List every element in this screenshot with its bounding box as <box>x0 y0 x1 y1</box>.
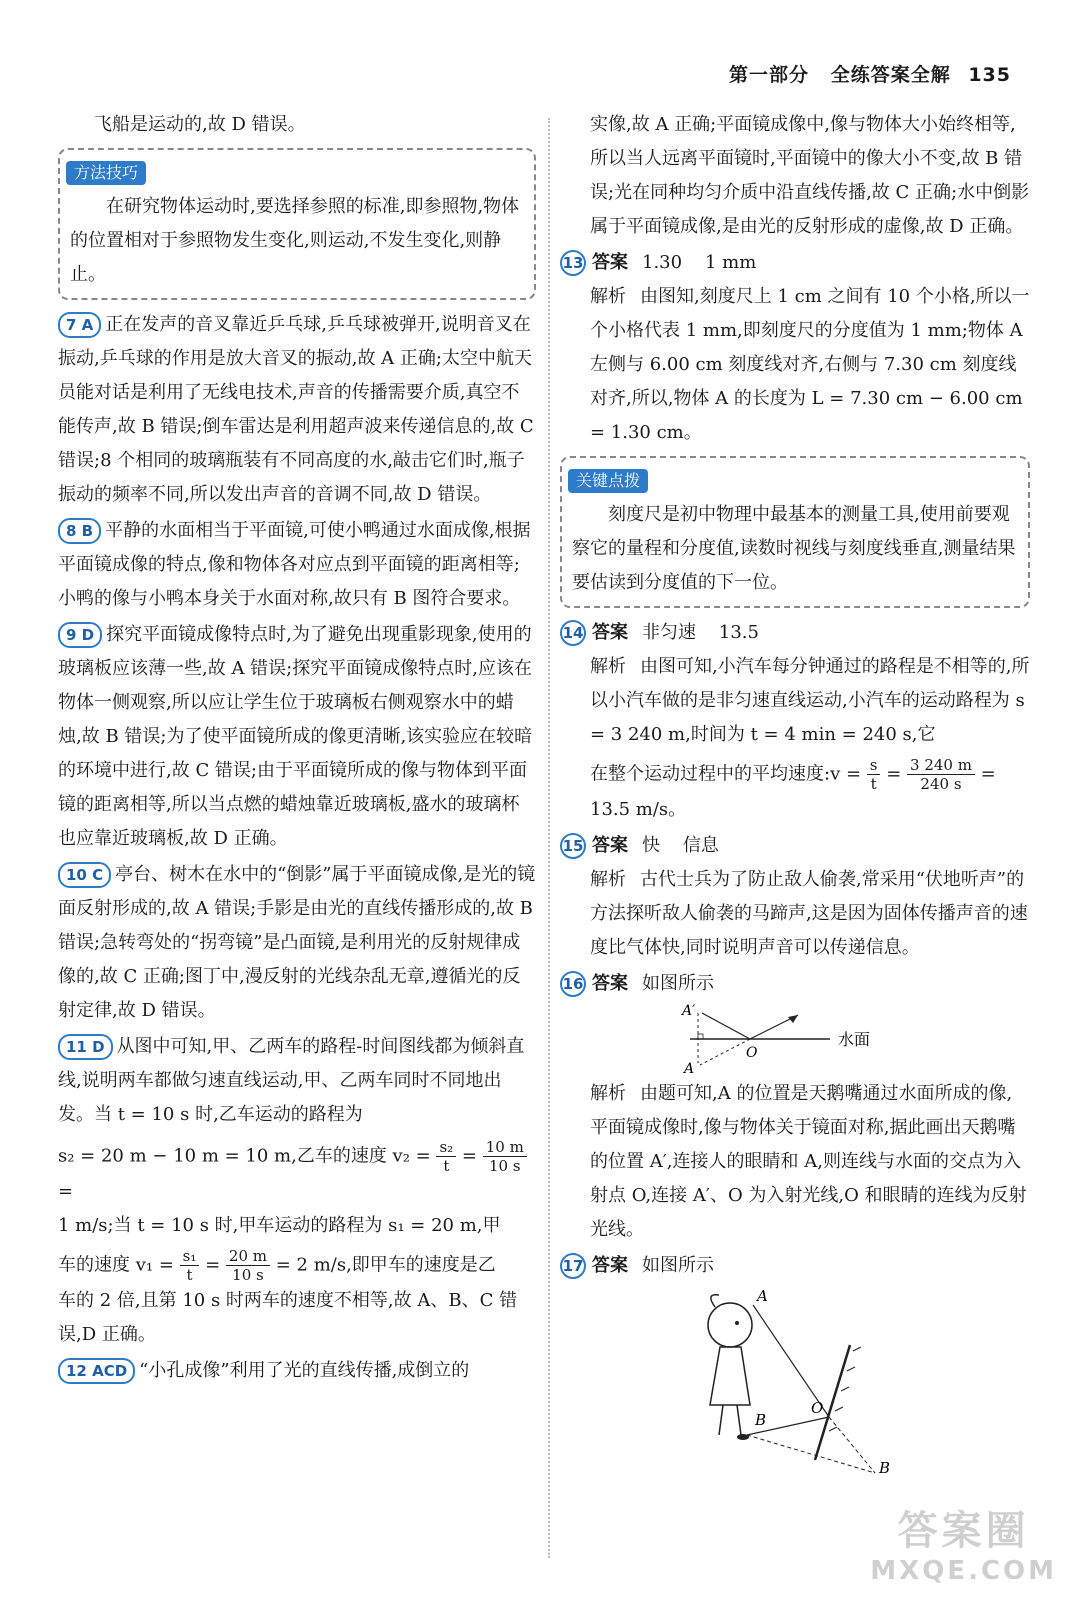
q16-answer: 如图所示 <box>642 973 714 994</box>
question-14: 14 答案 非匀速 13.5 解析 由图可知,小汽车每分钟通过的路程是不相等的,所以小汽车做的是非匀速直线运动,小汽车的运动路程为 s = 3 240 m,时间为 t = 4 min = 240 s,它 在整个运动过程中的平均速度:v = $\frac{s}{t}$ = $\frac{3 240 m}{240 s}$ = 13.5 m/s。 <box>560 616 1030 827</box>
q15-answer-label: 答案 <box>592 835 628 856</box>
label-a-prime: A′ <box>682 1003 696 1019</box>
section-label: 第一部分 <box>729 64 810 86</box>
water-reflection-figure <box>680 1003 910 1075</box>
fraction-s-over-t: $\frac{s}{t}$ <box>867 756 881 793</box>
fraction-20m-over-10s: $\frac{20 m}{10 s}$ <box>226 1247 270 1284</box>
q17-number: 17 <box>560 1253 586 1279</box>
question-13 <box>560 246 1030 450</box>
girl-dress-icon <box>710 1347 750 1405</box>
fraction-s1-over-t: $\frac{\text{s₁}}{t}$ <box>180 1247 200 1284</box>
q15-answer: 快 信息 <box>642 835 719 856</box>
q15-number: 15 <box>560 833 586 859</box>
q12-text: “小孔成像”利用了光的直线传播,成倒立的 <box>139 1360 470 1381</box>
label-o: O <box>811 1399 824 1417</box>
question-11: 11 D 从图中可知,甲、乙两车的路程-时间图线都为倾斜直线,说明两车都做匀速直线运动,甲、乙两车同时不同地出发。当 t = 10 s 时,乙车运动的路程为 s₂ = 20 m − 10 m = 10 m,乙车的速度 v₂ = $\frac{\text{s₂}}{t}$ = $\frac{10 m}{10 s}$ = 1 m/s;当 t = 10 s 时,甲车运动的路程为 s₁ = 20 m,甲 车的速度 v₁ = $\frac{\text{s₁}}{t}$ = $\frac{20 m}{10 s}$ = 2 m/s,即甲车的速度是乙 车的 2 倍,且第 10 s 时两车的速度不相等,故 A、B、C 错误,D 正确。 <box>58 1030 536 1352</box>
q8-tag: 8 B <box>58 518 101 544</box>
key-tip-text: 刻度尺是初中物理中最基本的测量工具,使用前要观察它的量程和分度值,读数时视线与刻度线垂直,测量结果要估读到分度值的下一位。 <box>572 504 1016 593</box>
book-title: 全练答案全解 <box>830 64 951 86</box>
q14-explain-2: 在整个运动过程中的平均速度:v = <box>590 763 862 785</box>
q16-explain: 由题可知,A 的位置是天鹅嘴通过水面所成的像,平面镜成像时,像与物体关于镜面对称,据此画出天鹅嘴的位置 A′,连接人的眼睛和 A,则连线与水面的交点为入射点 O,连接 A′、O 为入射光线,O 和眼睛的连线为反射光线。 <box>590 1083 1027 1240</box>
question-9 <box>58 618 536 856</box>
fraction-3240m-over-240s: $\frac{3 240 m}{240 s}$ <box>907 756 975 793</box>
q13-answer: 1.30 1 mm <box>642 252 757 273</box>
q11-text-5: 车的 2 倍,且第 10 s 时两车的速度不相等,故 A、B、C 错误,D 正确。 <box>58 1290 518 1345</box>
q10-text: 亭台、树木在水中的“倒影”属于平面镜成像,是光的镜面反射形成的,故 A 错误;手影是由光的直线传播形成的,故 B 错误;急转弯处的“拐弯镜”是凸面镜,是利用光的反射规律成像的,故 C 正确;图丁中,漫反射的光线杂乱无章,遵循光的反射定律,故 D 错误。 <box>58 864 536 1021</box>
question-10 <box>58 858 536 1028</box>
label-a: A <box>757 1287 768 1305</box>
label-b-image: B <box>879 1459 891 1475</box>
q14-number: 14 <box>560 620 586 646</box>
q11-text-4a: 车的速度 v₁ = <box>58 1254 174 1276</box>
fraction-s2-over-t: $\frac{\text{s₂}}{t}$ <box>436 1138 456 1175</box>
watermark: 答案圈 MXQE.COM <box>870 1508 1057 1586</box>
girl-head-icon <box>708 1303 752 1347</box>
key-tip-label: 关键点拨 <box>568 469 648 493</box>
q15-explain-label: 解析 <box>590 869 626 890</box>
label-o: O <box>746 1045 758 1061</box>
q17-answer-label: 答案 <box>592 1255 628 1276</box>
key-tip-box <box>560 456 1030 608</box>
q17-answer: 如图所示 <box>642 1255 714 1276</box>
label-a: A <box>684 1061 695 1075</box>
q12-tag: 12 ACD <box>58 1358 135 1384</box>
q16-number: 16 <box>560 971 586 997</box>
q9-text: 探究平面镜成像特点时,为了避免出现重影现象,使用的玻璃板应该薄一些,故 A 错误;探究平面镜成像特点时,应该在物体一侧观察,所以应让学生位于玻璃板右侧观察水中的蜡烛,故 B 错误;为了使平面镜所成的像更清晰,该实验应在较暗的环境中进行,故 C 错误;由于平面镜所成的像与物体到平面镜的距离相等,所以当点燃的蜡烛靠近玻璃板,盛水的玻璃杯也应靠近玻璃板,故 D 正确。 <box>58 624 533 849</box>
question-8 <box>58 514 536 616</box>
q16-explain-label: 解析 <box>590 1083 626 1104</box>
q7-text: 正在发声的音叉靠近乒乓球,乒乓球被弹开,说明音叉在振动,乒乓球的作用是放大音叉的振动,故 A 正确;太空中航天员能对话是利用了无线电技术,声音的传播需要介质,真空不能传声,故 B 错误;倒车雷达是利用超声波来传递信息的,故 C 错误;8 个相同的玻璃瓶装有不同高度的水,敲击它们时,瓶子振动的频率不同,所以发出声音的音调不同,故 D 错误。 <box>58 314 534 505</box>
question-15 <box>560 829 1030 965</box>
q13-explain-label: 解析 <box>590 286 626 307</box>
label-water-surface: 水面 <box>838 1030 871 1049</box>
question-12 <box>58 1354 536 1388</box>
q14-answer-label: 答案 <box>592 622 628 643</box>
q13-number: 13 <box>560 250 586 276</box>
method-tip-text: 在研究物体运动时,要选择参照的标准,即参照物,物体的位置相对于参照物发生变化,则运动,不发生变化,则静止。 <box>70 196 520 285</box>
q14-explain-label: 解析 <box>590 656 626 677</box>
q11-text-4b: = 2 m/s,即甲车的速度是乙 <box>275 1254 496 1276</box>
mirror-girl-figure <box>675 1285 915 1475</box>
q14-explain: 由图可知,小汽车每分钟通过的路程是不相等的,所以小汽车做的是非匀速直线运动,小汽车的运动路程为 s = 3 240 m,时间为 t = 4 min = 240 s,它 <box>590 656 1030 745</box>
q14-explain-3: 13.5 m/s。 <box>590 799 687 820</box>
q9-tag: 9 D <box>58 622 102 648</box>
page-number: 135 <box>968 64 1011 86</box>
left-column <box>58 108 536 1388</box>
fraction-10m-over-10s: $\frac{10 m}{10 s}$ <box>483 1138 527 1175</box>
right-column <box>560 108 1030 1477</box>
q11-text-1: 从图中可知,甲、乙两车的路程-时间图线都为倾斜直线,说明两车都做匀速直线运动,甲、乙两车同时不同地出发。当 t = 10 s 时,乙车运动的路程为 <box>58 1036 525 1125</box>
q11-text-2: s₂ = 20 m − 10 m = 10 m,乙车的速度 v₂ = <box>58 1145 431 1167</box>
intro-text: 飞船是运动的,故 D 错误。 <box>94 114 306 135</box>
question-16 <box>560 967 1030 1247</box>
q10-tag: 10 C <box>58 862 111 888</box>
q12-continuation: 实像,故 A 正确;平面镜成像中,像与物体大小始终相等,所以当人远离平面镜时,平面镜中的像大小不变,故 B 错误;光在同种均匀介质中沿直线传播,故 C 正确;水中倒影属于平面镜成像,是由光的反射形成的虚像,故 D 正确。 <box>590 114 1030 237</box>
page-header <box>729 60 1011 87</box>
q13-explain: 由图知,刻度尺上 1 cm 之间有 10 个小格,所以一个小格代表 1 mm,即刻度尺的分度值为 1 mm;物体 A 左侧与 6.00 cm 刻度线对齐,右侧与 7.30 cm 刻度线对齐,所以,物体 A 的长度为 L = 7.30 cm − 6.00 cm = 1.30 cm。 <box>590 286 1030 443</box>
column-divider <box>548 118 550 1558</box>
question-17 <box>560 1249 1030 1475</box>
q11-tag: 11 D <box>58 1034 113 1060</box>
q16-answer-label: 答案 <box>592 973 628 994</box>
q14-answer: 非匀速 13.5 <box>642 622 759 643</box>
q15-explain: 古代士兵为了防止敌人偷袭,常采用“伏地听声”的方法探听敌人偷袭的马蹄声,这是因为固体传播声音的速度比气体快,同时说明声音可以传递信息。 <box>590 869 1028 958</box>
q13-answer-label: 答案 <box>592 252 628 273</box>
q7-tag: 7 A <box>58 312 101 338</box>
label-b: B <box>755 1411 767 1429</box>
method-tip-label: 方法技巧 <box>66 161 146 185</box>
q11-text-3: 1 m/s;当 t = 10 s 时,甲车运动的路程为 s₁ = 20 m,甲 <box>58 1215 501 1236</box>
method-tip-box <box>58 148 536 300</box>
q8-text: 平静的水面相当于平面镜,可使小鸭通过水面成像,根据平面镜成像的特点,像和物体各对应点到平面镜的距离相等;小鸭的像与小鸭本身关于水面对称,故只有 B 图符合要求。 <box>58 520 531 609</box>
question-7 <box>58 308 536 512</box>
